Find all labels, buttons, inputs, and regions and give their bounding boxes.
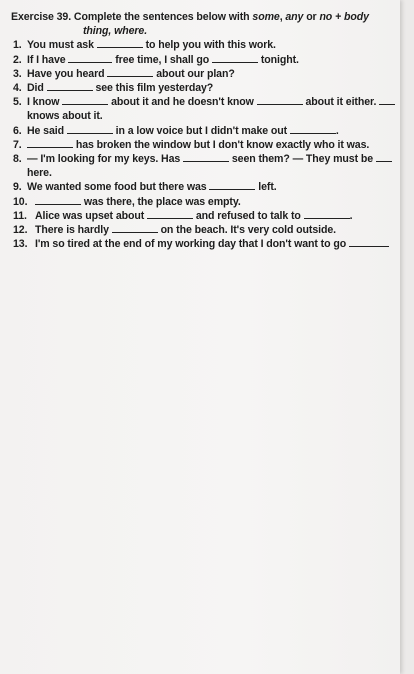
blank[interactable] — [349, 237, 389, 247]
sentence-part: tonight. — [260, 53, 299, 66]
exercise-39 — [11, 10, 399, 251]
sentence-text — [27, 67, 399, 81]
exercise-title-line2: thing, where. — [83, 25, 148, 38]
blank[interactable] — [97, 38, 143, 48]
sentence-text — [27, 38, 399, 52]
sentence-part: There is hardly — [35, 224, 109, 237]
sentence-text — [35, 223, 399, 237]
sentence-part: left. — [258, 181, 277, 194]
sentence-number: 1. — [13, 39, 22, 52]
sentence-10 — [13, 195, 399, 209]
sentence-part: to help you with this work. — [145, 39, 276, 52]
sentence-part: seen them? — They must be — [231, 153, 374, 166]
sentence-2 — [13, 53, 399, 67]
sentence-number: 5. — [13, 96, 22, 109]
sentence-text — [35, 209, 399, 223]
blank[interactable] — [257, 95, 303, 105]
blank[interactable] — [62, 95, 108, 105]
exercise-title: Exercise 39. Complete the sentences below with some, any or no + body — [11, 11, 369, 23]
sentence-5-continuation: knows about it. — [27, 110, 103, 123]
sentence-part: I'm so tired at the end of my working day that I don't want to go — [35, 238, 347, 251]
blank[interactable] — [376, 152, 392, 162]
blank[interactable] — [47, 81, 93, 91]
sentence-number: 4. — [13, 82, 22, 95]
sentence-1 — [13, 38, 399, 52]
blank[interactable] — [379, 95, 395, 105]
blank[interactable] — [67, 124, 113, 134]
sentence-text — [35, 237, 399, 251]
blank[interactable] — [290, 124, 336, 134]
sentence-number: 13. — [13, 238, 28, 251]
sentence-part: see this film yesterday? — [95, 82, 214, 95]
sentence-part: about our plan? — [156, 67, 235, 80]
sentence-13 — [13, 237, 399, 251]
sentence-part: Alice was upset about — [35, 209, 145, 222]
blank[interactable] — [112, 223, 158, 233]
blank[interactable] — [68, 53, 112, 63]
title-no: no — [319, 11, 333, 23]
sentence-text — [35, 195, 399, 209]
sentence-text — [27, 81, 399, 95]
sentence-part: on the beach. It's very cold outside. — [160, 224, 336, 237]
sentence-part: Have you heard — [27, 67, 105, 80]
blank[interactable] — [147, 209, 193, 219]
blank[interactable] — [35, 195, 81, 205]
sentence-text — [27, 53, 399, 67]
sentence-number: 11. — [13, 209, 27, 222]
sentence-part: I know — [27, 96, 60, 109]
sentence-3 — [13, 67, 399, 81]
title-any: any — [285, 11, 304, 23]
sentence-part: He said — [27, 124, 64, 137]
sentence-part: . — [349, 209, 353, 222]
sentence-4 — [13, 81, 399, 95]
sentence-11 — [13, 209, 399, 223]
sentence-number: 2. — [13, 53, 22, 66]
title-or: or — [306, 11, 317, 23]
blank[interactable] — [27, 138, 73, 148]
sentence-text — [27, 124, 399, 138]
sentence-number: 7. — [13, 138, 22, 151]
sentence-8 — [13, 152, 399, 166]
blank[interactable] — [183, 152, 229, 162]
sentence-text — [27, 138, 399, 152]
sentence-part: about it either. — [305, 96, 377, 109]
title-text: Exercise 39. Complete the sentences below with — [11, 11, 253, 23]
sentence-part: We wanted some food but there was — [27, 181, 207, 194]
blank[interactable] — [209, 180, 255, 190]
sentence-part: You must ask — [27, 39, 94, 52]
blank[interactable] — [107, 67, 153, 77]
sentence-part: — I'm looking for my keys. Has — [27, 153, 181, 166]
blank[interactable] — [304, 209, 350, 219]
sentence-5 — [13, 95, 399, 109]
sentence-number: 10. — [13, 195, 28, 208]
sentence-part: was there, the place was empty. — [83, 195, 241, 208]
sentence-part: Did — [27, 82, 44, 95]
sentence-part: has broken the window but I don't know exactly who it was. — [75, 138, 370, 151]
sentence-part: about it and he doesn't know — [111, 96, 254, 109]
sentence-part: . — [335, 124, 339, 137]
sentence-part: and refused to talk to — [195, 209, 301, 222]
sentence-text — [27, 180, 399, 194]
sentence-8-continuation: here. — [27, 167, 52, 180]
sentence-text — [27, 152, 399, 166]
sentence-part: If I have — [27, 53, 66, 66]
sentence-number: 9. — [13, 181, 22, 194]
blank[interactable] — [212, 53, 258, 63]
sentence-text — [27, 95, 399, 109]
sentence-part: in a low voice but I didn't make out — [115, 124, 288, 137]
sentence-number: 3. — [13, 67, 22, 80]
sentence-12 — [13, 223, 399, 237]
sentence-9 — [13, 180, 399, 194]
title-some: some — [252, 11, 280, 23]
sentence-7 — [13, 138, 399, 152]
sentence-6 — [13, 124, 399, 138]
sentence-part: free time, I shall go — [115, 53, 210, 66]
sentence-number: 6. — [13, 124, 22, 137]
sentence-number: 12. — [13, 224, 28, 237]
sentence-number: 8. — [13, 153, 22, 166]
title-body: + body — [335, 11, 369, 23]
